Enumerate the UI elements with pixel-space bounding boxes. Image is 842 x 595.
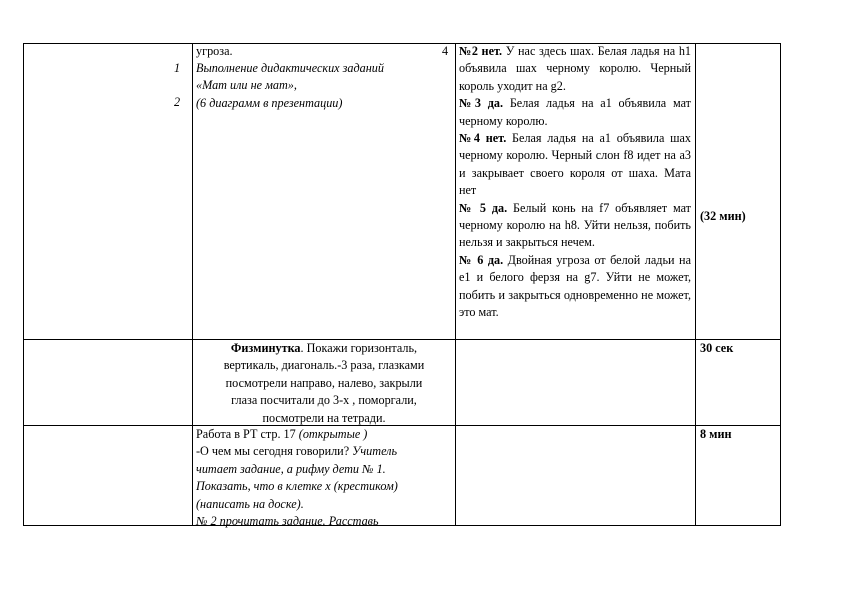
answer-5-label: № 5 да. [459, 200, 508, 215]
answer-2 [459, 43, 691, 95]
answer-2-label: №2 нет. [459, 44, 503, 58]
row3-line-1 [196, 426, 452, 443]
row3-line-2-italic: Учитель [352, 444, 398, 459]
row3-line-1-italic: (открытые ) [298, 427, 368, 441]
row3-line-5: (написать на доске). [196, 496, 304, 511]
fizminutka-line-4: глаза посчитали до 3-х , поморгали, [231, 393, 417, 408]
row3-line-6: № 2 прочитать задание. Расставь [196, 514, 379, 529]
row3-line-3: читает задание, а рифму дети № 1. [196, 461, 386, 476]
answer-4-label: №4 нет. [459, 131, 507, 146]
answer-6-label: № 6 да. [459, 252, 504, 267]
row1-marker-1: 1 [174, 61, 181, 75]
fizminutka-title: Физминутка [230, 341, 301, 355]
row3-block [196, 426, 452, 530]
row1-col2-task-line-3: (6 диаграмм в презентации) [196, 95, 343, 110]
answer-2-text: У нас здесь шах. Белая ладья на h1 объявила шах черному королю. Черный король уходит на g2. [459, 44, 692, 93]
row1-col2-task-line-2: «Мат или не мат», [196, 78, 297, 93]
row3-line-2-text: -О чем мы сегодня говорили? [196, 444, 353, 459]
row1-time: (32 мин) [700, 209, 746, 223]
answer-6 [459, 252, 691, 322]
answer-3-label: №3 да. [459, 96, 504, 111]
answer-5 [459, 200, 691, 252]
fizminutka-line-1-text: . Покажи горизонталь, [300, 341, 418, 355]
fizminutka-line-2: вертикаль, диагональ.-3 раза, глазками [223, 358, 425, 373]
row3-line-1-text: Работа в РТ стр. 17 [196, 427, 299, 441]
row1-col3-answers [459, 43, 691, 322]
row3-time: 8 мин [700, 427, 732, 441]
answer-5-text: Белый конь на f7 объявляет мат черному королю на h8. Уйти нельзя, побить нельзя и закрыться нечем. [459, 200, 691, 250]
answer-6-text: Двойная угроза от белой ладьи на е1 и белого ферзя на g7. Уйти не может, побить и закрыться одновременно не может, это мат. [459, 252, 691, 320]
col-divider-1 [192, 43, 193, 526]
row2-time: 30 сек [700, 341, 734, 355]
answer-4 [459, 130, 691, 200]
answer-3-text: Белая ладья на а1 объявила мат черному королю. [459, 96, 691, 128]
row1-col2-task [196, 60, 450, 112]
fizminutka-block [196, 340, 452, 427]
row1-col2-task-line-1: Выполнение дидактических заданий [196, 61, 384, 75]
table-right-border [780, 43, 781, 526]
answer-4-text: Белая ладья на а1 объявила шах черному королю. Черный слон f8 идет на а3 и закрывает своего короля от шаха. Мата нет [459, 131, 692, 198]
row3-line-2 [196, 443, 452, 460]
fizminutka-line-3: посмотрели направо, налево, закрыли [225, 375, 423, 390]
table-left-border [23, 43, 24, 526]
row1-col2-number: 4 [442, 44, 449, 58]
row3-line-4: Показать, что в клетке x (крестиком) [196, 479, 398, 494]
fizminutka-line-1 [196, 340, 452, 357]
row1-marker-2: 2 [174, 95, 181, 109]
answer-3 [459, 95, 691, 130]
col-divider-3 [695, 43, 696, 526]
col-divider-2 [455, 43, 456, 526]
row1-col2-heading: угроза. [196, 44, 233, 58]
fizminutka-line-5: посмотрели на тетради. [262, 410, 386, 425]
